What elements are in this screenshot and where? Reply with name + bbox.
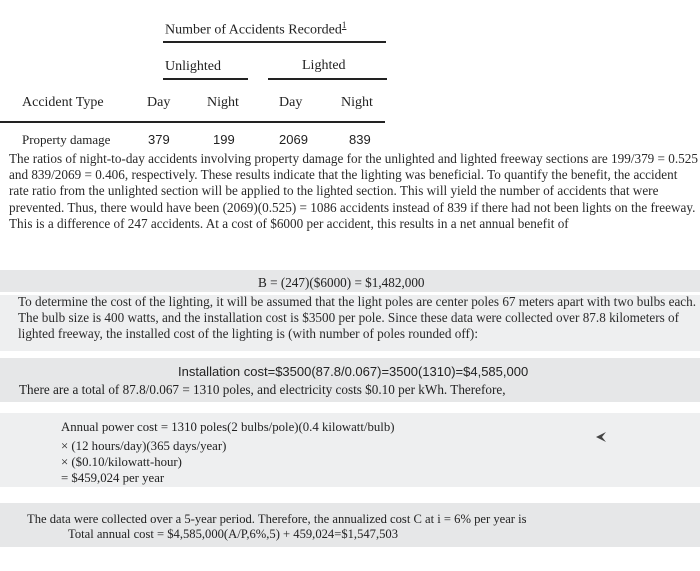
col-header-accident-type: Accident Type [22, 95, 104, 110]
poles-line: There are a total of 87.8/0.067 = 1310 poles, and electricity costs $0.10 per kWh. Therefore, [19, 382, 506, 397]
col-header-unlighted-day: Day [147, 95, 171, 110]
power-cost-line-4: = $459,024 per year [61, 471, 165, 485]
table-rule-header [0, 121, 385, 123]
col-header-lighted-day: Day [279, 95, 303, 110]
cell-unlighted-night: 199 [213, 132, 235, 147]
col-header-lighted-night: Night [341, 95, 373, 110]
annualized-cost-line: The data were collected over a 5-year period. Therefore, the annualized cost C at i = 6% per year is [27, 512, 527, 526]
paragraph-lighting-cost: To determine the cost of the lighting, it will be assumed that the light poles are center poles 67 meters apart with two bulbs each. The bulb size is 400 watts, and the installation cost is $3500 per pole. Since these data were collected over 87.8 kilometers of lighted freeway, the installed cost of the lighting is (with number of poles rounded off): [18, 294, 697, 342]
group-header-lighted: Lighted [302, 58, 346, 73]
installation-cost-line: Installation cost=$3500(87.8/0.067)=3500(1310)=$4,585,000 [178, 364, 529, 379]
cell-unlighted-day: 379 [148, 132, 170, 147]
table-rule-unlighted [163, 78, 248, 80]
table-rule-lighted [268, 78, 387, 80]
group-header-unlighted: Unlighted [165, 59, 221, 74]
paragraph-ratios: The ratios of night-to-day accidents involving property damage for the unlighted and lighted freeway sections are 199/379 = 0.525 and 839/2069 = 0.406, respectively. These results indicate that the lighting was beneficial. To quantify the benefit, the accident rate ratio from the unlighted section will be applied to the lighted section. This will yield the number of accidents that were prevented. Thus, there would have been (2069)(0.525) = 1086 accidents instead of 839 if there had not been lights on the freeway. This is a difference of 247 accidents. At a cost of $6000 per accident, this results in a net annual benefit of [9, 151, 698, 231]
row-accident-type: Property damage [22, 132, 111, 147]
equation-benefit: B = (247)($6000) = $1,482,000 [258, 275, 425, 290]
cell-lighted-night: 839 [349, 132, 371, 147]
power-cost-line-2: × (12 hours/day)(365 days/year) [61, 439, 227, 453]
mouse-cursor-icon [595, 431, 607, 446]
table-rule-top [163, 41, 386, 43]
cell-lighted-day: 2069 [279, 132, 308, 147]
total-annual-cost-line: Total annual cost = $4,585,000(A/P,6%,5) + 459,024=$1,547,503 [68, 527, 398, 541]
power-cost-line-1: Annual power cost = 1310 poles(2 bulbs/pole)(0.4 kilowatt/bulb) [61, 420, 395, 434]
table-title: Number of Accidents Recorded$^1$ [165, 20, 347, 38]
power-cost-line-3: × ($0.10/kilowatt-hour) [61, 455, 182, 469]
footnote-marker: 1 [341, 20, 347, 30]
col-header-unlighted-night: Night [207, 95, 239, 110]
